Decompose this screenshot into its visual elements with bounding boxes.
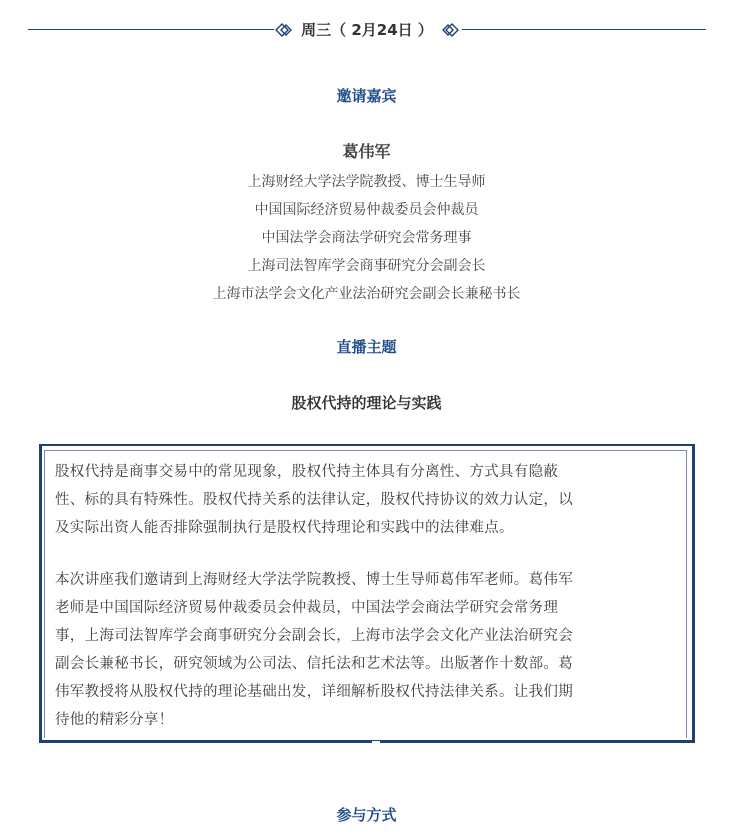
paragraph-line: 伟军教授将从股权代持的理论基础出发，详细解析股权代持法律关系。让我们期 — [55, 684, 573, 700]
date-header — [28, 16, 706, 44]
guest-name: 葛伟军 — [342, 142, 391, 161]
divider-line-right — [462, 29, 706, 30]
frame-gap — [372, 741, 380, 745]
paragraph-line: 及实际出资人能否排除强制执行是股权代持理论和实践中的法律难点。 — [55, 520, 514, 536]
invite-heading: 邀请嘉宾 — [336, 87, 397, 105]
double-diamond-icon — [440, 20, 460, 40]
paragraph-line: 老师是中国国际经济贸易仲裁委员会仲裁员，中国法学会商法学研究会常务理 — [55, 600, 559, 616]
guest-title-item: 中国法学会商法学研究会常务理事 — [261, 230, 472, 246]
double-diamond-icon — [274, 20, 294, 40]
guest-title-item: 上海司法智库学会商事研究分会副会长 — [247, 258, 486, 274]
guest-titles-list — [0, 168, 733, 308]
topic-title: 股权代持的理论与实践 — [291, 394, 442, 412]
date-label: 周三（ 2月24日 ） — [301, 21, 433, 39]
description-paragraph-2 — [55, 566, 679, 734]
paragraph-line: 副会长兼秘书长，研究领域为公司法、信托法和艺术法等。出版著作十数部。葛 — [55, 656, 573, 672]
participate-heading: 参与方式 — [336, 806, 397, 824]
paragraph-line: 股权代持是商事交易中的常见现象，股权代持主体具有分离性、方式具有隐蔽 — [55, 464, 559, 480]
topic-heading: 直播主题 — [336, 338, 397, 356]
guest-title-item: 上海市法学会文化产业法治研究会副会长兼秘书长 — [212, 286, 521, 302]
paragraph-line: 待他的精彩分享！ — [55, 712, 174, 728]
guest-title-item: 中国国际经济贸易仲裁委员会仲裁员 — [254, 202, 479, 218]
guest-title-item: 上海财经大学法学院教授、博士生导师 — [247, 174, 486, 190]
paragraph-line: 事，上海司法智库学会商事研究分会副会长，上海市法学会文化产业法治研究会 — [55, 628, 573, 644]
paragraph-line: 本次讲座我们邀请到上海财经大学法学院教授、博士生导师葛伟军老师。葛伟军 — [55, 572, 573, 588]
divider-line-left — [28, 29, 274, 30]
description-paragraph-1 — [55, 458, 679, 542]
paragraph-line: 性、标的具有特殊性。股权代持关系的法律认定，股权代持协议的效力认定，以 — [55, 492, 573, 508]
